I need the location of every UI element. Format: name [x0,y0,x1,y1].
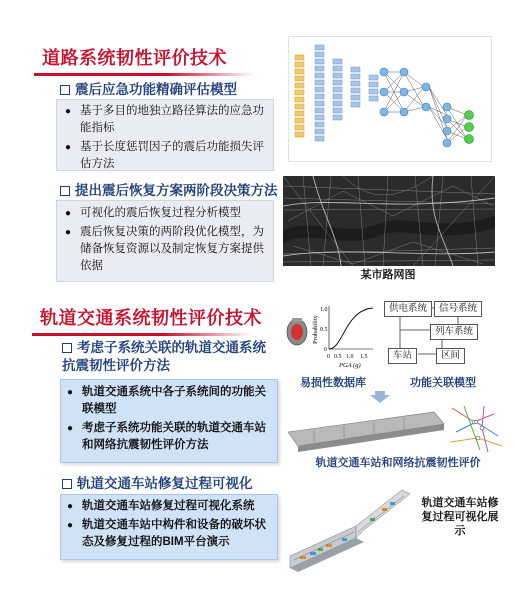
fragility-xtick: 0 [327,354,330,360]
section1-sub2-title [60,182,278,200]
bim-visualization-svg [286,486,412,578]
bim-caption: 轨道交通车站修复过程可视化展示 [421,497,499,537]
checkbox-icon [62,343,72,353]
neural-network-diagram [288,36,492,162]
list-item: ● 轨道交通车站修复过程可视化系统 [66,498,274,515]
road-network-svg [283,176,495,266]
checkbox-icon [60,186,70,196]
station-network-caption: 轨道交通车站和网络抗震韧性评价 [315,457,481,469]
list-item: ● 基于长度惩罚因子的震后功能损失评估方法 [64,139,272,173]
map-caption: 某市路网图 [360,269,416,281]
list-item: ● 基于多目的地独立路径算法的应急功能指标 [64,103,272,137]
functional-correlation-diagram [378,296,506,376]
list-item: ● 轨道交通车站中构件和设备的破坏状态及修复过程的BIM平台演示 [66,517,274,551]
bim-visualization-image [286,486,412,578]
section1-sub2-title-text: 提出震后恢复方案两阶段决策方法 [75,183,278,198]
fragility-xtick: 1.0 [346,354,354,360]
fragility-xtick: 0.5 [334,354,342,360]
station-network-svg [284,402,506,458]
road-network-map [283,176,495,266]
section2-sub1-title [62,339,276,375]
list-item: ● 轨道交通系统中各子系统间的功能关联模型 [66,384,274,418]
fragility-xlabel: PGA (g) [339,362,361,369]
section2-title: 轨道交通系统韧性评价技术 [40,304,262,330]
section2-sub1-bullets [66,384,274,456]
fragility-xtick: 1.5 [360,354,368,360]
fragility-curve [283,298,375,372]
section1-sub1-title [60,81,237,99]
section2-sub2-title [62,475,253,493]
checkbox-icon [62,479,72,489]
fragility-ytick: 0.5 [320,327,328,333]
power-system-node: 供电系统 [384,301,432,317]
train-system-node: 列车系统 [430,324,478,340]
station-node: 车站 [388,348,417,364]
fragility-ytick: 1.0 [320,307,328,313]
station-network-image [284,402,506,458]
section2-sub1-title-text: 考虑子系统关联的轨道交通系统抗震韧性评价方法 [62,340,266,373]
section2-sub2-title-text: 轨道交通车站修复过程可视化 [77,476,253,491]
section1-sub1-title-text: 震后应急功能精确评估模型 [75,82,237,97]
fragility-db-caption: 易损性数据库 [300,377,366,389]
section2-sub2-bullets [66,498,274,553]
fragility-curve-svg [283,298,375,372]
equipment-icon [287,318,307,345]
section1-sub2-bullets [64,205,272,277]
neural-network-svg [289,37,493,163]
signal-system-node: 信号系统 [434,301,482,317]
fragility-ytick: 0 [324,347,327,353]
list-item: ● 考虑子系统功能关联的轨道交通车站和网络抗震韧性评价方法 [66,420,274,454]
section1-title: 道路系统韧性评价技术 [42,44,227,70]
section-node: 区间 [436,348,465,364]
checkbox-icon [60,85,70,95]
fragility-ylabel: Probability [312,315,319,344]
section1-sub1-bullets [64,103,272,175]
func-model-caption: 功能关联模型 [410,377,476,389]
list-item: ● 可视化的震后恢复过程分析模型 [64,205,272,222]
list-item: ● 震后恢复决策的两阶段优化模型，为储备恢复资源以及制定恢复方案提供依据 [64,224,272,275]
